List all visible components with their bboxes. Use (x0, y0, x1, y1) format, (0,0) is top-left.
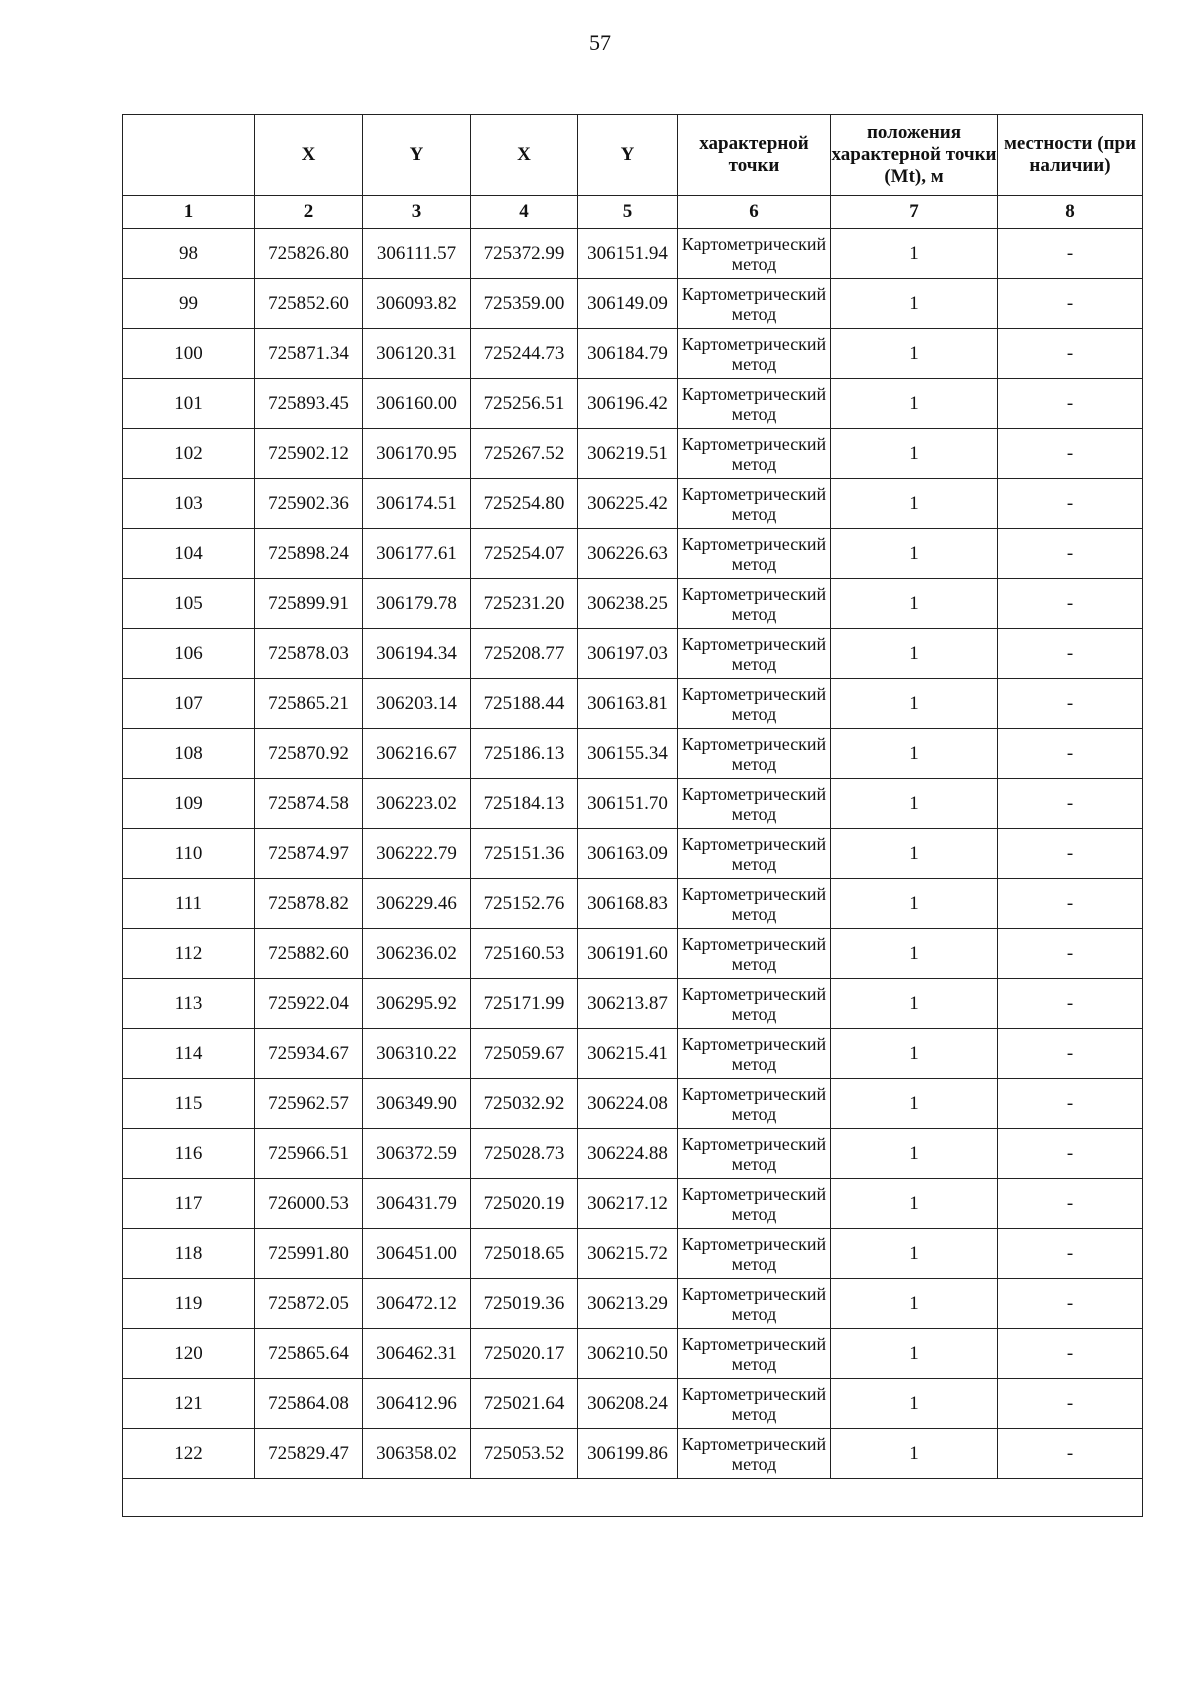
method-cell: Картометрический метод (678, 1129, 831, 1179)
y2-cell: 306163.09 (578, 829, 678, 879)
y2-cell: 306155.34 (578, 729, 678, 779)
x1-cell: 725878.03 (255, 629, 363, 679)
point-number-cell: 101 (123, 379, 255, 429)
x1-cell: 725899.91 (255, 579, 363, 629)
table-row (123, 479, 1143, 529)
x2-cell: 725186.13 (471, 729, 578, 779)
accuracy-cell: 1 (831, 879, 998, 929)
point-number-cell: 121 (123, 1379, 255, 1429)
note-cell: - (998, 679, 1143, 729)
method-cell: Картометрический метод (678, 1329, 831, 1379)
y1-cell: 306412.96 (363, 1379, 471, 1429)
x2-cell: 725019.36 (471, 1279, 578, 1329)
y2-cell: 306210.50 (578, 1329, 678, 1379)
x2-cell: 725018.65 (471, 1229, 578, 1279)
x1-cell: 725829.47 (255, 1429, 363, 1479)
x2-cell: 725151.36 (471, 829, 578, 879)
accuracy-cell: 1 (831, 1179, 998, 1229)
note-cell: - (998, 779, 1143, 829)
method-cell: Картометрический метод (678, 729, 831, 779)
y1-cell: 306451.00 (363, 1229, 471, 1279)
y1-cell: 306179.78 (363, 579, 471, 629)
column-number: 8 (998, 196, 1143, 229)
x1-cell: 725991.80 (255, 1229, 363, 1279)
accuracy-cell: 1 (831, 479, 998, 529)
header-cell (123, 115, 255, 196)
note-cell: - (998, 829, 1143, 879)
table-row (123, 1329, 1143, 1379)
table-row (123, 729, 1143, 779)
table-row (123, 379, 1143, 429)
table-row (123, 1429, 1143, 1479)
y1-cell: 306222.79 (363, 829, 471, 879)
table-row (123, 629, 1143, 679)
method-cell: Картометрический метод (678, 679, 831, 729)
y2-cell: 306168.83 (578, 879, 678, 929)
point-number-cell: 103 (123, 479, 255, 529)
y1-cell: 306216.67 (363, 729, 471, 779)
table-body (123, 229, 1143, 1479)
y1-cell: 306223.02 (363, 779, 471, 829)
note-cell: - (998, 479, 1143, 529)
y2-cell: 306213.29 (578, 1279, 678, 1329)
y2-cell: 306215.41 (578, 1029, 678, 1079)
point-number-cell: 106 (123, 629, 255, 679)
accuracy-cell: 1 (831, 229, 998, 279)
accuracy-cell: 1 (831, 1079, 998, 1129)
x2-cell: 725267.52 (471, 429, 578, 479)
header-cell: характерной точки (678, 115, 831, 196)
method-cell: Картометрический метод (678, 379, 831, 429)
y1-cell: 306203.14 (363, 679, 471, 729)
column-number-row (123, 196, 1143, 229)
point-number-cell: 109 (123, 779, 255, 829)
point-number-cell: 112 (123, 929, 255, 979)
x2-cell: 725188.44 (471, 679, 578, 729)
column-number: 7 (831, 196, 998, 229)
method-cell: Картометрический метод (678, 229, 831, 279)
y1-cell: 306310.22 (363, 1029, 471, 1079)
accuracy-cell: 1 (831, 679, 998, 729)
table-row (123, 279, 1143, 329)
point-number-cell: 118 (123, 1229, 255, 1279)
y2-cell: 306197.03 (578, 629, 678, 679)
accuracy-cell: 1 (831, 979, 998, 1029)
note-cell: - (998, 279, 1143, 329)
method-cell: Картометрический метод (678, 779, 831, 829)
header-row (123, 115, 1143, 196)
y2-cell: 306224.88 (578, 1129, 678, 1179)
coordinates-table-container (122, 114, 1142, 1517)
note-cell: - (998, 429, 1143, 479)
table-row (123, 429, 1143, 479)
note-cell: - (998, 229, 1143, 279)
point-number-cell: 98 (123, 229, 255, 279)
column-number: 3 (363, 196, 471, 229)
note-cell: - (998, 1379, 1143, 1429)
page-number: 57 (589, 30, 611, 55)
accuracy-cell: 1 (831, 279, 998, 329)
table-row (123, 579, 1143, 629)
x2-cell: 725244.73 (471, 329, 578, 379)
accuracy-cell: 1 (831, 629, 998, 679)
point-number-cell: 111 (123, 879, 255, 929)
coordinates-table (122, 114, 1143, 1517)
method-cell: Картометрический метод (678, 579, 831, 629)
method-cell: Картометрический метод (678, 629, 831, 679)
note-cell: - (998, 1329, 1143, 1379)
table-row (123, 329, 1143, 379)
x1-cell: 725874.97 (255, 829, 363, 879)
table-row (123, 879, 1143, 929)
table-row (123, 529, 1143, 579)
note-cell: - (998, 1029, 1143, 1079)
x1-cell: 725878.82 (255, 879, 363, 929)
y1-cell: 306170.95 (363, 429, 471, 479)
x1-cell: 725874.58 (255, 779, 363, 829)
column-number: 4 (471, 196, 578, 229)
x2-cell: 725184.13 (471, 779, 578, 829)
method-cell: Картометрический метод (678, 329, 831, 379)
method-cell: Картометрический метод (678, 1379, 831, 1429)
y1-cell: 306462.31 (363, 1329, 471, 1379)
x2-cell: 725152.76 (471, 879, 578, 929)
y2-cell: 306224.08 (578, 1079, 678, 1129)
note-cell: - (998, 1429, 1143, 1479)
x1-cell: 725826.80 (255, 229, 363, 279)
table-row (123, 679, 1143, 729)
note-cell: - (998, 1229, 1143, 1279)
point-number-cell: 113 (123, 979, 255, 1029)
header-cell: местности (при наличии) (998, 115, 1143, 196)
header-cell: X (255, 115, 363, 196)
method-cell: Картометрический метод (678, 1029, 831, 1079)
table-row (123, 1179, 1143, 1229)
y1-cell: 306120.31 (363, 329, 471, 379)
column-number: 6 (678, 196, 831, 229)
header-cell: X (471, 115, 578, 196)
y1-cell: 306174.51 (363, 479, 471, 529)
y1-cell: 306472.12 (363, 1279, 471, 1329)
method-cell: Картометрический метод (678, 1079, 831, 1129)
point-number-cell: 108 (123, 729, 255, 779)
x1-cell: 725898.24 (255, 529, 363, 579)
point-number-cell: 115 (123, 1079, 255, 1129)
note-cell: - (998, 929, 1143, 979)
x1-cell: 725865.64 (255, 1329, 363, 1379)
y2-cell: 306191.60 (578, 929, 678, 979)
point-number-cell: 119 (123, 1279, 255, 1329)
table-row (123, 1379, 1143, 1429)
y1-cell: 306194.34 (363, 629, 471, 679)
y1-cell: 306295.92 (363, 979, 471, 1029)
x1-cell: 725882.60 (255, 929, 363, 979)
header-cell: Y (363, 115, 471, 196)
x2-cell: 725171.99 (471, 979, 578, 1029)
header-cell: положения характерной точки (Mt), м (831, 115, 998, 196)
accuracy-cell: 1 (831, 1329, 998, 1379)
x1-cell: 725902.36 (255, 479, 363, 529)
x2-cell: 725020.19 (471, 1179, 578, 1229)
y2-cell: 306151.94 (578, 229, 678, 279)
y1-cell: 306093.82 (363, 279, 471, 329)
point-number-cell: 110 (123, 829, 255, 879)
x2-cell: 725372.99 (471, 229, 578, 279)
point-number-cell: 114 (123, 1029, 255, 1079)
table-trailer-row (123, 1479, 1143, 1517)
x1-cell: 725934.67 (255, 1029, 363, 1079)
column-number: 5 (578, 196, 678, 229)
y2-cell: 306199.86 (578, 1429, 678, 1479)
x1-cell: 725893.45 (255, 379, 363, 429)
x2-cell: 725256.51 (471, 379, 578, 429)
accuracy-cell: 1 (831, 329, 998, 379)
table-row (123, 979, 1143, 1029)
method-cell: Картометрический метод (678, 1229, 831, 1279)
note-cell: - (998, 1129, 1143, 1179)
point-number-cell: 116 (123, 1129, 255, 1179)
x1-cell: 725902.12 (255, 429, 363, 479)
accuracy-cell: 1 (831, 429, 998, 479)
y1-cell: 306177.61 (363, 529, 471, 579)
method-cell: Картометрический метод (678, 279, 831, 329)
table-row (123, 779, 1143, 829)
table-row (123, 1079, 1143, 1129)
y1-cell: 306349.90 (363, 1079, 471, 1129)
point-number-cell: 122 (123, 1429, 255, 1479)
y2-cell: 306217.12 (578, 1179, 678, 1229)
y2-cell: 306163.81 (578, 679, 678, 729)
accuracy-cell: 1 (831, 1129, 998, 1179)
y1-cell: 306111.57 (363, 229, 471, 279)
point-number-cell: 99 (123, 279, 255, 329)
note-cell: - (998, 979, 1143, 1029)
table-row (123, 1029, 1143, 1079)
accuracy-cell: 1 (831, 929, 998, 979)
table-row (123, 1129, 1143, 1179)
y2-cell: 306238.25 (578, 579, 678, 629)
note-cell: - (998, 879, 1143, 929)
x1-cell: 725871.34 (255, 329, 363, 379)
column-number: 1 (123, 196, 255, 229)
x2-cell: 725208.77 (471, 629, 578, 679)
table-row (123, 829, 1143, 879)
y2-cell: 306226.63 (578, 529, 678, 579)
method-cell: Картометрический метод (678, 479, 831, 529)
accuracy-cell: 1 (831, 579, 998, 629)
note-cell: - (998, 729, 1143, 779)
accuracy-cell: 1 (831, 1429, 998, 1479)
x1-cell: 725870.92 (255, 729, 363, 779)
x2-cell: 725254.07 (471, 529, 578, 579)
accuracy-cell: 1 (831, 1379, 998, 1429)
point-number-cell: 117 (123, 1179, 255, 1229)
table-row (123, 929, 1143, 979)
accuracy-cell: 1 (831, 1279, 998, 1329)
y2-cell: 306225.42 (578, 479, 678, 529)
x1-cell: 725922.04 (255, 979, 363, 1029)
x2-cell: 725059.67 (471, 1029, 578, 1079)
method-cell: Картометрический метод (678, 979, 831, 1029)
table-trailer-cell (123, 1479, 1143, 1517)
accuracy-cell: 1 (831, 1029, 998, 1079)
y1-cell: 306229.46 (363, 879, 471, 929)
y2-cell: 306196.42 (578, 379, 678, 429)
y1-cell: 306236.02 (363, 929, 471, 979)
table-row (123, 1279, 1143, 1329)
y2-cell: 306149.09 (578, 279, 678, 329)
point-number-cell: 100 (123, 329, 255, 379)
point-number-cell: 105 (123, 579, 255, 629)
method-cell: Картометрический метод (678, 1429, 831, 1479)
y1-cell: 306372.59 (363, 1129, 471, 1179)
table-row (123, 1229, 1143, 1279)
x2-cell: 725020.17 (471, 1329, 578, 1379)
y1-cell: 306358.02 (363, 1429, 471, 1479)
x2-cell: 725254.80 (471, 479, 578, 529)
note-cell: - (998, 379, 1143, 429)
method-cell: Картометрический метод (678, 529, 831, 579)
y2-cell: 306215.72 (578, 1229, 678, 1279)
note-cell: - (998, 529, 1143, 579)
method-cell: Картометрический метод (678, 829, 831, 879)
note-cell: - (998, 1079, 1143, 1129)
y2-cell: 306213.87 (578, 979, 678, 1029)
note-cell: - (998, 329, 1143, 379)
accuracy-cell: 1 (831, 1229, 998, 1279)
x2-cell: 725359.00 (471, 279, 578, 329)
note-cell: - (998, 629, 1143, 679)
x2-cell: 725160.53 (471, 929, 578, 979)
method-cell: Картометрический метод (678, 1179, 831, 1229)
y2-cell: 306184.79 (578, 329, 678, 379)
note-cell: - (998, 1279, 1143, 1329)
x1-cell: 725966.51 (255, 1129, 363, 1179)
method-cell: Картометрический метод (678, 1279, 831, 1329)
accuracy-cell: 1 (831, 379, 998, 429)
x1-cell: 726000.53 (255, 1179, 363, 1229)
point-number-cell: 107 (123, 679, 255, 729)
accuracy-cell: 1 (831, 729, 998, 779)
point-number-cell: 104 (123, 529, 255, 579)
accuracy-cell: 1 (831, 779, 998, 829)
y2-cell: 306208.24 (578, 1379, 678, 1429)
method-cell: Картометрический метод (678, 429, 831, 479)
y1-cell: 306160.00 (363, 379, 471, 429)
note-cell: - (998, 1179, 1143, 1229)
point-number-cell: 120 (123, 1329, 255, 1379)
table-row (123, 229, 1143, 279)
y2-cell: 306219.51 (578, 429, 678, 479)
x1-cell: 725962.57 (255, 1079, 363, 1129)
accuracy-cell: 1 (831, 829, 998, 879)
x1-cell: 725865.21 (255, 679, 363, 729)
x2-cell: 725231.20 (471, 579, 578, 629)
method-cell: Картометрический метод (678, 929, 831, 979)
x1-cell: 725852.60 (255, 279, 363, 329)
y1-cell: 306431.79 (363, 1179, 471, 1229)
x1-cell: 725864.08 (255, 1379, 363, 1429)
accuracy-cell: 1 (831, 529, 998, 579)
column-number: 2 (255, 196, 363, 229)
x2-cell: 725028.73 (471, 1129, 578, 1179)
method-cell: Картометрический метод (678, 879, 831, 929)
x2-cell: 725032.92 (471, 1079, 578, 1129)
x1-cell: 725872.05 (255, 1279, 363, 1329)
x2-cell: 725021.64 (471, 1379, 578, 1429)
header-cell: Y (578, 115, 678, 196)
x2-cell: 725053.52 (471, 1429, 578, 1479)
y2-cell: 306151.70 (578, 779, 678, 829)
note-cell: - (998, 579, 1143, 629)
point-number-cell: 102 (123, 429, 255, 479)
